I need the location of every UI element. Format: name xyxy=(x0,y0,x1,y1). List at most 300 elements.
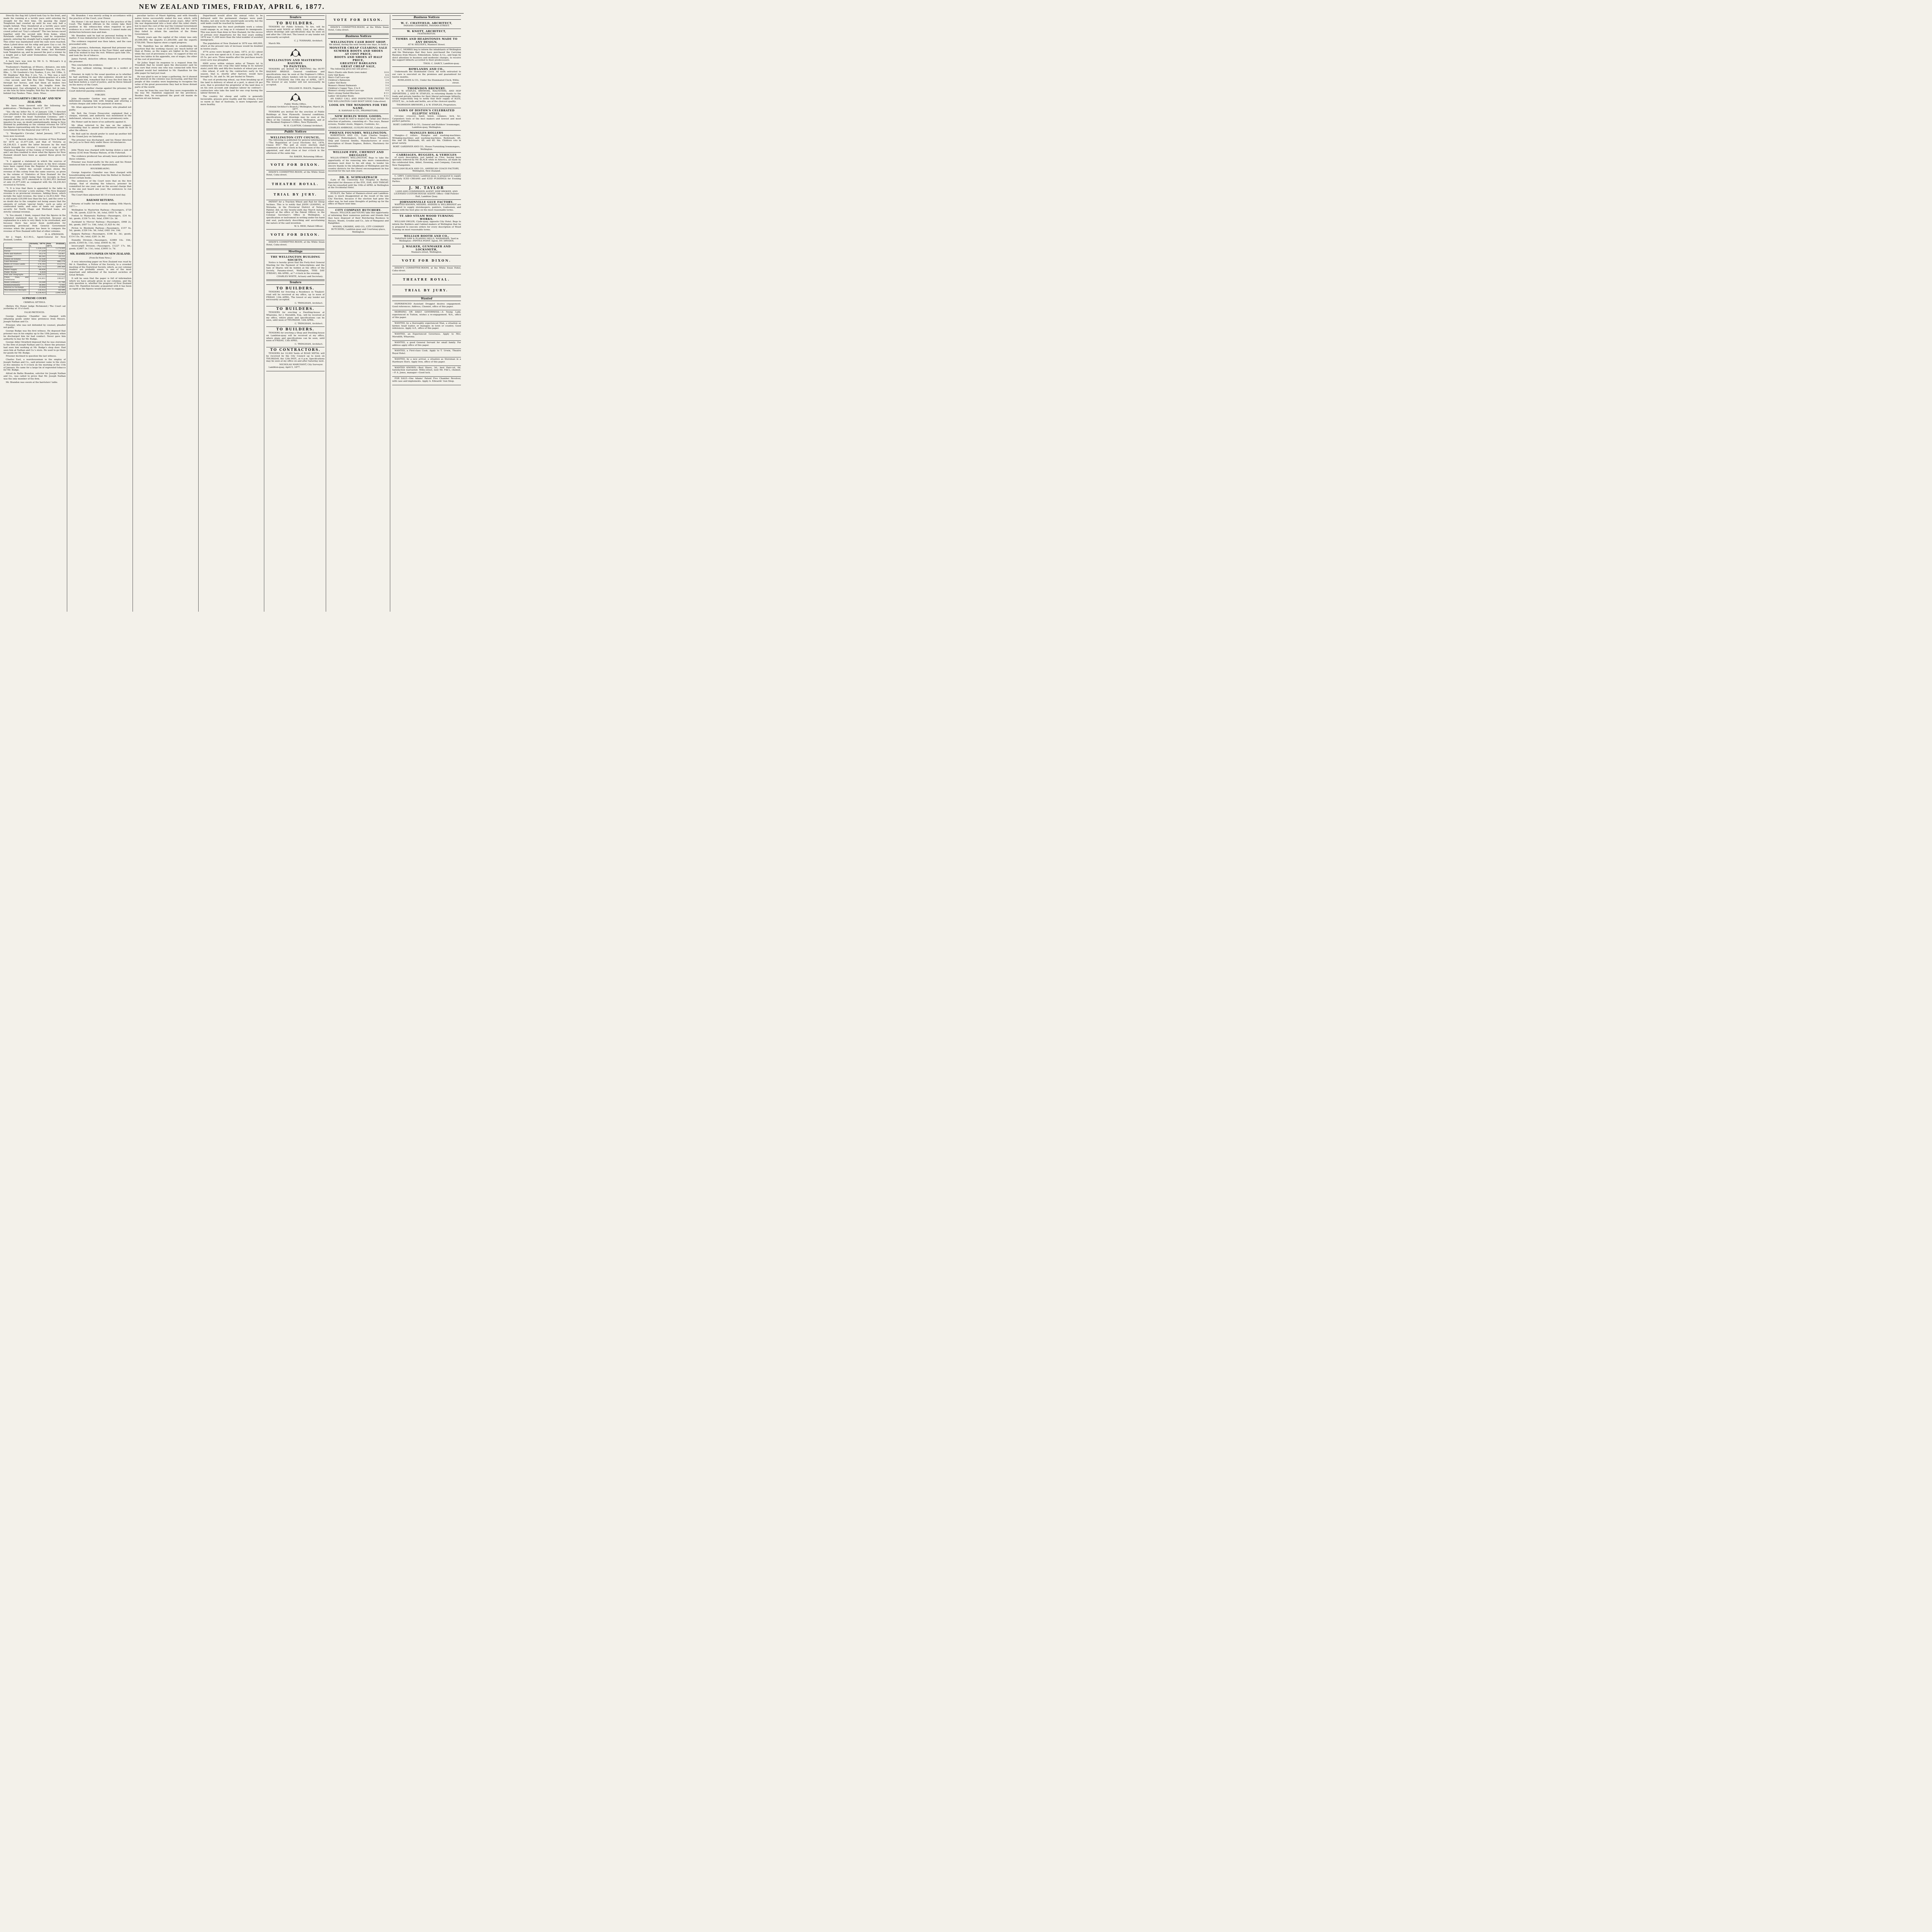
butchery-body: Messrs. POLLOCK and YOUNG take this opportunity of informing their numerous patrons and friends that they have disposed of their Butchering Business to Messrs. Woods, Crosbie and Co., late of Wanganui and Rangitikei. xyxy=(328,212,389,225)
boot-shop-line: AN EARLY CALL AND INSPECTION INVITED TO THE WELLINGTON CASH BOOT SHOP, Cuba-street. xyxy=(328,97,389,103)
wool-goods-signature: CHARLES AMBROSE, GUELPH HOUSE, Cuba-street. xyxy=(328,126,388,129)
list-item xyxy=(328,79,389,82)
court-paragraph: Mr. Brandon said he had no personal feeling in the matter. It was immaterial to him where he was sworn. xyxy=(69,34,131,40)
boot-shop-line: We intend, during the next twenty-one days, to hold a xyxy=(329,44,388,46)
wool-goods-body: Ladies would do well to inspect my large and choice selection of patterns, consisting of— Tea cosys, Bazaar screens, Fender stools, Slippers, Cushions, &c. xyxy=(328,118,389,126)
committee-room-ad xyxy=(328,26,389,34)
wood-turning-heading: TE ARO STEAM WOOD TURNING WORKS. xyxy=(399,214,454,221)
column-7 xyxy=(391,15,462,612)
revenue-header-victoria: Victoria, 1874-5. xyxy=(29,242,46,247)
wanted-ad xyxy=(392,310,461,321)
article-paragraph: Immigration was the most profitable work a colony could engage in, as long as it retained its immigrants. This was more than done in New Zealand, for the excess of arrivals over departures for the four years ending 1876 was 11,400 more than the total number of assisted immigrants. xyxy=(201,26,263,42)
tender-ad-signature: C. J. TOXWARD, Architect. xyxy=(294,39,323,42)
building-society-heading: THE WELLINGTON BUILDING SOCIETY. xyxy=(270,255,320,262)
price-item-name: Men's Elastic-side Boots (own make) xyxy=(328,71,367,74)
tailor-body: HUXLEY, the Tailor of Manners-street and Lambton-quay, is much disappointed at the result of the late City Election, because if the election had gone the other way, he had some thoughts of putting up for the office of Mayor next time. xyxy=(328,192,389,206)
westgarth-paragraph-6: "6. You should, I think, request that the figures in the tabulated statement may be corrected, because an explanation in a note is very likely to be overlooked, and because there has never been justification for separating provincial from General Government revenue when the purpose has been to compare the revenue of New Zealand with that of other colonies. xyxy=(3,214,66,233)
boot-shop-line: AT COST PRICE, xyxy=(345,52,372,56)
watchmaker-signature: ROWLANDS & CO., Under the Illuminated Clock, Willis-street. xyxy=(398,79,459,85)
revenue-nz-cell: 112,172 xyxy=(46,264,65,266)
tombs-ad xyxy=(392,37,461,48)
boot-price-list xyxy=(328,71,389,98)
revenue-nz-cell: 486,278 xyxy=(46,261,65,264)
wanted-ad xyxy=(392,321,461,332)
court-paragraph: Mr. Bell said he should prefer to send up another bill to the Grand Jury on Saturday. xyxy=(69,133,131,138)
tender-ad-heading: TO BUILDERS. xyxy=(276,287,315,291)
table-row xyxy=(4,289,66,292)
patent-body: PATENT for a Traction Wheel and Rail for Steep Inclines. This is to notify that JOHN LEANING, of Motueka, in the Provincial District of Nelson, Painter, did, on the twenty-sixth day March instant, deposit at the office of the Patent Officer, in the Colonial Secretary's Office in Wellington, a specification or instrument in writing under his hand and seal, particularly describing and ascertaining the nature of the said invention. xyxy=(266,201,325,224)
railway-ad-heading: WELLINGTON AND MASTERTON RAILWAY. xyxy=(268,59,323,65)
phoenix-foundry-body: ROBERTSON AND CO., (Late Charles Seager), Engineers, Boilermakers, Iron and Brass Founders, Ship and General Smiths, Manufacturers of every description of Steam Engines, Boilers, Machinery for Sawmills. xyxy=(328,134,389,148)
table-row xyxy=(4,264,66,266)
revenue-victoria-cell: 32,526 xyxy=(29,258,46,261)
boot-shop-signature: R. HANNAH & CO., PROPRIETORS. xyxy=(338,110,378,112)
committee-room-text: DIXON'S COMMITTEE-ROOM, at the White Swan Hotel, Cuba-street. xyxy=(392,267,461,272)
railway-paragraph: Dunedin Division.—Passengers, £2989 14s. 10d.; goods, £3505 8s. 11d.; total, £6495 4s. 9d. xyxy=(69,239,131,244)
railway-paragraph: Picton to Blenheim Railway.—Passengers, £157 0s. 5d.; goods, £326 14s. 5d.; total, £483 14s. 10d. xyxy=(69,227,131,232)
revenue-nz-cell: 27,211 xyxy=(46,250,65,253)
table-row xyxy=(4,266,66,269)
wool-goods-heading: NEW BERLIN WOOL GOODS. xyxy=(335,115,382,118)
court-paragraph: Mr. Allan appeared for the prisoner, who pleaded not guilty. xyxy=(69,106,131,111)
table-row xyxy=(4,261,66,264)
tender-ad-body: TENDERS for erecting a Dwelling-house at Wharemu, for J. Meredith, Esq., will be received at my office, where plans and specifications can be seen, until noon of THURSDAY, 12th APRIL. xyxy=(266,311,325,322)
confectioner-ad xyxy=(392,174,461,185)
table-row xyxy=(4,277,66,282)
committee-room-text: DIXON'S COMMITTEE-ROOM, at the White Swan Hotel, Cuba-street. xyxy=(328,26,389,31)
court-paragraph-4: George Alder Stratford deposed that he was storeman to the firm of Joseph Nathan and Co. Knew the prisoner; had seen him working at Mr. Budge's shop door. Had seen him at Nathan and Co.'s store. He used to go there for goods for Mr. Budge. xyxy=(3,341,66,354)
price-item-value: 5 6 xyxy=(385,82,389,84)
wanted-ad-text: MORNING OR DAILY GOVERNESS.—A Young Lady, experienced in Tuition, wishes a re-engagement. W.A., office of this paper. xyxy=(392,311,461,319)
tombs-body: AT W. HELYER'S, Manners Street. xyxy=(408,44,446,46)
revenue-source-cell: Fines, Fees, and Forfeitures xyxy=(4,277,29,281)
price-item-value: 4 6 xyxy=(385,90,389,92)
city-council-signature: Ed. BAKER, Returning Officer. xyxy=(289,155,323,158)
revenue-source-cell: Railways xyxy=(4,266,29,269)
hamilton-paragraph: It will be seen that the paper is full of information which we have already given in our columns, and the only question is, whether the progress of New Zealand since Mr. Hamilton became acquainted with it has been as rapid as the figures would lead one to suppose. xyxy=(69,277,131,290)
table-row xyxy=(4,269,66,271)
wool-goods-ad xyxy=(328,114,389,131)
brewery-signature: THORNDON BREWERY, J. & W. STAPLES, Proprietors. xyxy=(396,104,457,106)
court-paragraph: The prisoner was discharged, and his Honor directed the jury as to their duty under these circumstances. xyxy=(69,139,131,144)
revenue-table-header xyxy=(4,243,66,248)
building-society-ad xyxy=(266,255,325,280)
court-paragraph-7: Alfred de Bathe Brandon, solicitor for Joseph Nathan and Co., was called to prove that Mr. Joseph Nathan was the only member of the firm. xyxy=(3,372,66,380)
building-society-body: Notice is hereby given that the Forty-first General Meeting for the Payment of Subscriptions and the Sale of Shares will be holden at the office of the Society, Panama-street, Wellington, THIS DAY (FRIDAY), 6th APRIL, at 7 o'clock in the evening. xyxy=(266,262,325,275)
mangles-heading: MANGLES ROLLERS xyxy=(410,131,444,134)
table-row xyxy=(4,274,66,277)
tender-ad xyxy=(266,286,325,306)
wanted-ad xyxy=(392,349,461,357)
city-council-ad xyxy=(266,135,325,160)
column-4 xyxy=(199,15,264,612)
article-paragraph: Sir Julius Vogel (in response to a request from the President that he would open the discussion) said he was sure that every one who was connected with New Zealand would feel indebted to Mr. Hamilton for the able paper he had just read. xyxy=(135,61,197,75)
saw-mills-ad xyxy=(392,234,461,245)
vote-for-dixon: VOTE FOR DIXON. xyxy=(266,160,325,170)
article-paragraph: 6000 acres within sixteen miles of Timaru let to contractors for one crop (the land being in its natural state) yield fifty and fifty-five bushels of wheat per acre—this wheat, if sold by the contractors early in the season, that is, shortly after harvest, would have brought 5s. 3d. and 5s. 9d. per bushel in Timaru. xyxy=(201,62,263,78)
price-item-value: 3 0 xyxy=(385,87,389,90)
court-paragraph: This concluded the evidence. xyxy=(71,64,104,66)
public-works-heading: Public Works Office, xyxy=(284,103,307,105)
court-paragraph: The evidence produced has already been published in these columns. xyxy=(69,155,131,160)
wanted-ad-text: WANTED, by a thoroughly experienced Man, a situation as farmer, head waiter, or manager, in town or country. Good references. Apply A.Z., office of this paper. xyxy=(392,322,461,330)
revenue-source-cell: Ports and Harbors xyxy=(4,253,29,255)
price-item-name: Girls' Kid Boots xyxy=(328,74,345,77)
article-paragraph: Department would allow the annual votes to be defrayed until the permanent charges were paid. Besides, not only were the unsold lands security, but the sold lands could be reached by taxation. xyxy=(201,15,263,25)
court-paragraph: Mr. Bell, the Crown Prosecutor, explained that a cheque, warrant, and authority was mentioned in the indictment, whereas, in fact, it was a promissory note. xyxy=(69,112,131,120)
land-agent-heading: J. M. TAYLOR xyxy=(409,186,444,190)
patent-signature: W. S. REID, Patent Officer. xyxy=(294,225,323,228)
carrying-ad xyxy=(392,48,461,67)
westgarth-title: "WESTGARTH'S CIRCULAR" AND NEW ZEALAND. xyxy=(8,97,61,104)
tender-ad-date: Lambton-quay, April 5, 1877. xyxy=(269,366,301,369)
glue-factory-body: WANTED KNOWN, MESSRS. ANDERS & WILLBRANDT are prepared to supply storekeepers, painters, tradesmen, and others with the best glue on the most reasonable terms. xyxy=(392,204,461,211)
criminal-sittings-sub: (Before His Honor Judge Richmond.) The Court sat yesterday at 10 o'clock. xyxy=(3,305,66,310)
court-paragraph: John Thorp was charged with having stolen a sum of money (£16) from Thomas Watson, of the Fuhrstall. xyxy=(69,149,131,155)
brewery-heading: THORNDON BREWERY. xyxy=(407,87,446,90)
supreme-court-heading: SUPREME COURT. xyxy=(22,296,47,300)
revenue-source-cell: Post and Telegraphs xyxy=(4,274,29,277)
railway-paragraph: Wellington to Masterton Railway.—Passengers, £729 18s. 5d.; goods, £225 9s. 3d.; total, £955 7s. 8d. xyxy=(69,209,131,214)
mangles-ad xyxy=(392,131,461,153)
revenue-victoria-cell: 198,325 xyxy=(29,274,46,277)
carrying-body: W. & C. MORRIS beg to inform the inhabitants of Wellington and the Wairarapa that they have purchased the Carrying Business from Messrs. Edmondson, Sellar, & Co., and hope by strict attention to business and moderate charges, to receive the support hitherto accorded to their predecessors. xyxy=(392,49,461,62)
saws-body: Circular, crosscut, hand, tenon, compass, lock, &c. Carpenters tools of the best makers and newest and most perfect patterns. xyxy=(392,115,461,123)
revenue-source-cell: Miscellaneous Receipts xyxy=(4,289,29,292)
list-item xyxy=(328,71,389,74)
phoenix-foundry-ad xyxy=(328,131,389,150)
price-item-name: Women's Memel Balmorals xyxy=(328,84,357,87)
revenue-nz-cell: — xyxy=(46,271,65,274)
watchmaker-ad xyxy=(392,67,461,86)
revenue-nz-cell: — xyxy=(46,269,65,271)
wanted-ad-text: WANTED, an Experienced Governess. Apply to Mrs. Meredith, Wharema. xyxy=(392,333,461,338)
royal-crest-icon xyxy=(266,93,325,102)
revenue-source-cell: Duties on Estates xyxy=(4,258,29,261)
masthead-title: NEW ZEALAND TIMES, FRIDAY, APRIL 6, 1877. xyxy=(139,2,325,10)
chemist-ad xyxy=(328,150,389,175)
building-society-signature: CHARLES WHITE, Actuary and Secretary. xyxy=(276,276,323,278)
hack-race: A hack race was won by Mr G. G. McLean's b g Trooper. Nine started. xyxy=(3,60,66,65)
railway-paragraph: Invercargill Division.—Passengers, £1227 17s. 8d.; goods, £2467 3s. 11d.; total, £3695 1s. 7d. xyxy=(69,245,131,250)
column-1 xyxy=(2,15,67,612)
court-paragraph: Prisoner was found guilty by the jury, and his Honor sentenced him to six months' imprisonment. xyxy=(69,161,131,167)
court-paragraph-8: Mr. Brandon was sworn at the barristers' table. xyxy=(6,381,58,384)
tender-ad-heading: TO BUILDERS. xyxy=(276,307,315,311)
tender-ad-signature: C. TRINGHAM, Architect. xyxy=(294,343,323,346)
watchmaker-body: Underneath the Illuminated Clock. All work entrusted to our care is executed on the premises and guaranteed for twelve months. xyxy=(392,70,461,78)
wanted-ad-text: FOR SALE—One Adams' Patent Five Chamber Revolver, with case and implements. Apply A. Edwards' Gun Shop. xyxy=(392,377,461,383)
brewery-ad xyxy=(392,86,461,108)
public-works-body: TENDERS are invited for the erection of Public Buildings at New Plymouth. General conditions, specifications, and drawings may be seen at the office of the Colonial Architect, Wellington, and at the Resident Engineer's Office, New Plymouth. xyxy=(266,111,325,124)
gunmaker-body: Manners-street, Wellington. xyxy=(411,251,442,254)
revenue-nz-cell: 289,369 xyxy=(46,266,65,269)
court-paragraph: The evidence required was then taken, and the case proceeded with. xyxy=(69,41,131,46)
public-works-sub: (Colonial Architect's Branch,) Wellington, March 26, 1877. xyxy=(267,105,324,111)
article-paragraph: It was far from the case that they were responsible in the way Mr. Hamilton supposed for the provinces. Besides that, he recognised the good old maxim de mortuis nil nisi bonum. xyxy=(135,89,197,100)
forgery-heading: FORGERY. xyxy=(95,94,106,96)
butchery-heading: CITY COMPANY BUTCHERY. xyxy=(335,209,382,212)
criminal-sittings-heading: CRIMINAL SITTINGS. xyxy=(23,301,46,304)
westgarth-paragraph-4: "4. I append a statement in which the sources of revenue and the amounts set down in the first column have been copied from the Register of Victoria above referred to, whilst the second column shows the revenue of this colony from the same sources, as given in the volume of 'Statistics of New Zealand' for the same year, the result being that the receipts in New Zealand during 1875 amounted to £2,841,953 (instead of only £1,677,226) as compared with the £4,236,423 received in Victoria. xyxy=(3,160,66,187)
westgarth-paragraph-1: "Sir,—By my letter No. 9, of January 12th, I directed your attention to the statistics published in 'Westgarth's Circular' under the head 'Australian Colonies,' and I requested that you would point out to Mr Westgarth the injustice he was, no doubt unintentionally, doing to New Zealand by publishing as the colonial revenue for 1876 the figures representing only the revenue of the General Government for the financial year 1873-4. xyxy=(3,111,66,132)
court-paragraph: James Farrell, detective officer, deposed to arresting the prisoner. xyxy=(69,58,131,63)
court-paragraph: John Alexander Gordon was arraigned upon an indictment charging him with forging and uttering a certain cheque and order for payment of money. xyxy=(69,97,131,105)
wanted-ad-text: EXPERIENCED Assistant Druggist desires engagement. Good references. Address, Chemist, office of this paper. xyxy=(392,303,461,308)
gunmaker-heading: J. WALKER, GUNMAKER AND LOCKSMITH, xyxy=(402,245,451,252)
boot-shop-line: GREATEST BARGAINS xyxy=(340,61,377,65)
revenue-nz-cell: 62,060 xyxy=(46,287,65,289)
table-row xyxy=(4,248,66,250)
price-item-name: Children's Copper Toes, 4 to 6 xyxy=(328,87,360,90)
revenue-victoria-cell: 36,845 xyxy=(29,284,46,287)
revenue-victoria-cell: 10,270 xyxy=(29,253,46,255)
architect-body: FEATHERSTON. xyxy=(417,32,436,35)
painters-heading: TO PAINTERS. xyxy=(283,65,308,68)
revenue-nz-cell: 1,274,400 xyxy=(46,248,65,250)
court-paragraph: The jury, without retiring, brought in a verdict of guilty. xyxy=(69,67,131,73)
brewery-body: J. & W. STAPLES, BREWERS, MALTSTERS, AND HOP IMPORTERS. J. AND W. STAPLES, in returning thanks to the trade and private families for their liberal patronage hitherto, would respectfully beg to notify that their supply of ALES, STOUT, &c., in bulk and bottle, are of the choicest quality. xyxy=(392,90,461,103)
court-paragraph-1: George Augustus Chandler was charged with obtaining goods under false pretences from Messrs. Joseph Nathan and Co. xyxy=(3,315,66,323)
revenue-header-source xyxy=(4,243,29,248)
railway-paragraph: Kaipara Railway.—Passengers, £166 8s. 3d.; goods, £114 15s. 5d.; total, £281 3s. 8d. xyxy=(69,233,131,238)
vote-for-dixon: VOTE FOR DIXON. xyxy=(392,255,461,266)
committee-room-text: DIXON'S COMMITTEE-ROOM, at the White Swan Hotel, Cuba-street. xyxy=(266,241,325,246)
royal-crest-icon xyxy=(266,49,325,58)
masthead xyxy=(0,0,464,14)
revenue-table xyxy=(3,243,66,295)
westgarth-intro: We have been favored with the following for publication:—"Wellington, March 27, 1877. xyxy=(3,104,66,110)
wanted-ad xyxy=(392,377,461,385)
revenue-source-cell: Rents (ordinary) xyxy=(4,281,29,284)
architect-heading: W. C. CHATFIELD, ARCHITECT, xyxy=(401,21,452,25)
revenue-source-cell: Rents of Crown Lands xyxy=(4,264,29,266)
tenders-heading: Tenders xyxy=(266,15,325,20)
article-paragraph: 4774 acres were bought in June, 1873, at £2—about 10s. an acre was spent on it. It was sold in July, 1876, at £5 5s. per acre. Three months after the purchase nearly every acre was ploughed. xyxy=(201,51,263,61)
list-item xyxy=(328,90,389,92)
table-row xyxy=(4,255,66,258)
article-paragraph: The cost of producing wheat, say from breaking up of the land to delivery of wheat at a port, is about £4 per acre, that is provided the proprietor of the land does it on his own account and employs labour by contract—contractors who take the land for one crop having the labour thrown in. xyxy=(201,79,263,95)
chemist-heading: WILLIAM FIFE, CHEMIST AND DRUGGIST, xyxy=(333,151,384,157)
article-paragraph: "Mr. Hamilton has no difficulty in establishing his assertion that the working classes are 'much better off than at Home, as the wages are higher in the colony, while the cost of provisions is less.' In support of this we have two tables in the appendix, one of wages, the other of the cost of provisions. xyxy=(135,45,197,61)
boot-shop-line: BOOTS AND SHOES AT HALF PRICE, xyxy=(334,55,383,62)
architect-ad xyxy=(392,21,461,29)
wanted-ad-text: WANTED, a First-class Cook. Apply to T. Urwin, Theatre Royal Hotel. xyxy=(392,350,461,355)
boot-shop-line: LOOK ON THE WINDOWS FOR THE NAME. xyxy=(329,104,388,110)
boot-shop-line: GREAT CHEAP SALE, xyxy=(341,65,376,68)
price-item-name: Children's Balmorals xyxy=(328,79,350,82)
tailor-ad xyxy=(328,192,389,208)
public-works-ad xyxy=(266,92,325,129)
gunmaker-ad xyxy=(392,244,461,255)
table-row xyxy=(4,258,66,261)
westgarth-paragraph-2: "2. 'Westgarth's Circular,' dated January, 1877, has been now received. xyxy=(3,132,66,138)
false-pretences-heading: FALSE PRETENCES. xyxy=(24,311,45,314)
revenue-nz-cell: 18,067 xyxy=(46,253,65,255)
handicap-race: Tradesmen's Handicap, of 60sovs.; distance, one mile and a half. Six started. Mr Dalamain's Titania, 3 yrs, 6st. 8lbs., 1; Mr Goodwin's Guy Fawkes, 5 yrs, 9st 10lbs, 2; Mr Stephens' Rob Roy, 5 yrs, 7st., 3. This was a well contested race. Terry led about three-quarters of a mile—Guy second, and Rob Roy third. Titania then ran through her horses, and had them all beaten two hundred yards from home. Six lengths from the winning-post, Guy attempted to catch her, but in vain, as she won by three lengths; Rob Roy the same distance behind Guy Fawkes. Time, 2min. 50sec. xyxy=(3,66,66,95)
robbery-heading: ROBBERY. xyxy=(95,145,106,148)
theatre-royal: THEATRE ROYAL. xyxy=(266,179,325,190)
patent-ad xyxy=(266,200,325,230)
list-item xyxy=(328,85,389,87)
wanted-ad-text: WANTED, by a new arrival, a situation as Storeman in a Hardware Store. Apply Iron, office of this paper. xyxy=(392,358,461,363)
architect-body: PANAMA CHAMBERS, PANAMA-STREET. xyxy=(403,24,450,27)
boot-shop-line: MONSTER CHEAP CLEARING SALE xyxy=(329,46,388,49)
tender-ad-heading: TO BUILDERS. xyxy=(276,21,315,26)
trial-by-jury: TRIAL BY JURY. xyxy=(392,285,461,296)
chemist-body: WILLIS-STREET, WELLINGTON. Begs to take the opportunity of his removing into more commodious premises next door to his old shop, to tender his sincere thanks to the inhabitants of Wellington and the country districts for the liberal encouragement he has received for the last nine years. xyxy=(328,157,389,173)
article-paragraph: peculiar tactics of Maori fighting, and with friendly native levies successfully ended the war, which, with some intervals, had continued seven years. After 1870 the war degenerated into a hunt after the rebel chiefs; but to meet the cost of the war the Colonial Government decided to raise a loan of £1,000,000, but for which they failed to obtain the sanction of the Home Government. xyxy=(135,15,197,36)
revenue-source-cell: Customs xyxy=(4,248,29,250)
tender-ad-heading: TO CONTRACTORS. xyxy=(270,348,321,352)
westgarth-signature: H. A. ATKINSON. xyxy=(45,233,64,236)
court-paragraph-6: Charles East, a warehouseman in the employ of Joseph Nathan and Co., said prisoner came to the store at five minutes to 9 o'clock on the morning of the 11th of January. He came for a large tin of regrowled tobacco for Mr. Budge. xyxy=(3,359,66,372)
revenue-source-cell: Public Works xyxy=(4,271,29,274)
newspaper-page xyxy=(0,0,464,613)
revenue-total-label xyxy=(4,292,29,294)
column-2 xyxy=(68,15,133,612)
tender-ad-body: TENDERS for Erecting a Residence in Tinakori-road will be received at my office, up to noon of FRIDAY, 13th APRIL. The lowest or any tender not necessarily accepted. xyxy=(266,291,325,301)
revenue-victoria-cell: 921,713 xyxy=(29,266,46,269)
business-notices-heading: Business Notices xyxy=(328,34,389,39)
court-paragraph: Prisoner, in reply to the usual question as to whether he had anything to say why sentence should not be passed upon him, remarked that it was the first time he had been before a court of justice, and he threw himself on the mercy of the Court. xyxy=(69,73,131,87)
railway-painters-ad xyxy=(266,47,325,91)
revenue-nz-cell: 133,091 xyxy=(46,274,65,277)
saw-mills-body: TARATAHI SAW & PLANING MILLS, WAIRARAPA. Yard in Wellington—PIPITEA POINT. Agent, HY. DRYDEN. xyxy=(395,237,459,243)
revenue-victoria-cell: 25,034 xyxy=(29,287,46,289)
revenue-nz-cell: 7,670 xyxy=(46,258,65,261)
tender-ad-date: March 9th. xyxy=(269,42,281,45)
wanted-heading: Wanted xyxy=(392,297,461,301)
theatre-royal: THEATRE ROYAL. xyxy=(392,274,461,285)
list-item xyxy=(328,82,389,85)
court-paragraph: His Honor said he knew of no authority against it. xyxy=(71,121,127,123)
table-row xyxy=(4,271,66,274)
price-item-value: 12 6 xyxy=(384,77,389,79)
housebreaking-heading: HOUSEBREAKING. xyxy=(90,168,110,170)
revenue-table-body xyxy=(4,248,66,292)
court-paragraph-3: George Budge was the first witness. He deposed that prisoner was in his employ up to the 10th January, when he discharged him for bad conduct. Never gave him authority to buy for Mr. Budge. xyxy=(3,330,66,340)
city-council-body: The following is published for general information:—"The Regulation of Local Elections Act, 1876, Clause XVI." The poll at every election shall commence at nine o'clock in the forenoon of the day appointed, and shall close at four o'clock in the afternoon of the same day. xyxy=(266,139,325,155)
revenue-victoria-cell: 27,219 xyxy=(29,250,46,253)
court-paragraph: Mr. Allan referred to the law on the subject, contending that to amend the indictment would be to alter the offence. xyxy=(69,124,131,132)
price-item-value: 5 6 xyxy=(385,84,389,87)
tender-ad-signature: C. TRINGHAM, Architect. xyxy=(294,302,323,305)
article-paragraph: Twenty years ago the capital of the colony was only £4,000,000; the imports £1,200,000; and the exports £700,000. These figures show a rapid progress. xyxy=(135,36,197,44)
table-row xyxy=(4,253,66,255)
wanted-ad xyxy=(392,302,461,311)
price-item-value: 6 11 xyxy=(384,95,389,97)
saw-mills-heading: WILLIAM BOOTH AND CO., xyxy=(404,234,449,238)
hamilton-paragraph: A very interesting paper on New Zealand was read by Mr A. Hamilton, a Fellow of the Society, to a crowded meeting of the Statistical Society, which, as our colonial readers are probably aware, is one of the most important and influential of the learned societies of Great Britain. xyxy=(69,260,131,276)
revenue-header-nz: New Zealand, 1875. xyxy=(46,242,65,247)
revenue-total-nz: 2,841,953 xyxy=(46,292,65,294)
public-works-signature: W. H. CLAYTON, Colonial Architect. xyxy=(284,125,323,128)
price-item-value: 10 6 xyxy=(384,71,389,74)
watchmaker-heading: ROWLANDS AND CO., xyxy=(408,67,445,71)
column-6 xyxy=(327,15,390,612)
revenue-source-cell: Water Supply xyxy=(4,269,29,271)
list-item xyxy=(328,95,389,98)
boot-shop-heading: WELLINGTON CASH BOOT SHOP. xyxy=(330,41,386,44)
wanted-ad xyxy=(392,357,461,366)
meetings-heading: Meetings xyxy=(266,250,325,254)
railway-paragraph: Foxton to Manawatu Railway.—Passengers, £34 4s. 4d.; goods, £336 7s. 6d.; total, £590 12s. 3d. xyxy=(69,215,131,220)
tender-ad xyxy=(266,21,325,48)
butchery-signature: WOODS, CROSBIE, AND CO., CITY COMPANY BUTCHERS, Lambton-quay and Courtenay-place, Wellington. xyxy=(331,226,386,233)
list-item xyxy=(328,92,389,95)
revenue-source-cell: Excise xyxy=(4,250,29,253)
tombs-heading: TOMBS AND HEADSTONES MADE TO ANY DESIGN, xyxy=(396,37,457,44)
table-row xyxy=(4,250,66,253)
column-3 xyxy=(134,15,199,612)
article-paragraph: The country for sheep and cattle is generally favourable, grasses grow readily, and the climate, if not so warm as that of Australia, is more temperate and more healthy. xyxy=(201,95,263,106)
wanted-ad xyxy=(392,366,461,377)
painters-body: TENDERS are invited for PAINTING the HUTT RAILWAY BRIDGE. General conditions and specifications may be seen at the Engineer's Office, Pipitea-point, where tenders will be received up to NOON of TUESDAY, the 10th day of APRIL, 1877. The lowest or any tender will not necessarily be accepted. xyxy=(266,68,325,87)
public-notices-heading: Public Notices xyxy=(266,130,325,134)
court-paragraph: The Court then adjourned till 10 o'clock next day. xyxy=(71,194,126,197)
carrying-signature: THOS. C. DARCY, Lambton-quay. xyxy=(423,63,459,65)
revenue-victoria-cell: 116,831 xyxy=(29,277,46,282)
revenue-victoria-cell: 88,856 xyxy=(29,269,46,271)
revenue-nz-cell: 64,590 xyxy=(46,289,65,292)
revenue-source-cell: Land Revenue xyxy=(4,261,29,264)
price-item-value: 2 6 xyxy=(385,79,389,82)
doctor-heading: DR. R. SCHWARZBACH xyxy=(339,176,378,179)
mangles-body: Mangles—2 rollers. Mangles and washing-machines. Wringing-machines and washing-machines. Bedsteads, 2ft. 6in. and 3ft. Bedsteads, 4ft. and 4ft. 6in. Children cots in great variety. xyxy=(392,134,461,145)
trial-by-jury: TRIAL BY JURY. xyxy=(266,189,325,200)
list-item xyxy=(328,74,389,77)
court-paragraph-2: Prisoner, who was not defended by counsel, pleaded not guilty. xyxy=(3,324,66,329)
hamilton-sub: (From the Home News.) xyxy=(89,257,111,259)
architect-heading: W. KNOTT, ARCHITECT, xyxy=(407,29,446,33)
boot-price-intro: The following price-list will prove:— xyxy=(330,68,370,70)
wanted-ad xyxy=(392,332,461,341)
court-paragraph-5: Prisoner declined to question the last witness. xyxy=(6,355,57,358)
saws-ad xyxy=(392,108,461,131)
business-notices-heading: Business Notices xyxy=(392,15,461,20)
committee-room-ad xyxy=(392,266,461,275)
painters-signature: WILLIAM H. HALES, Engineer. xyxy=(289,87,323,90)
court-paragraph: The sentences of the Court were that on the first charge, that of stealing the tobacco, prisoner be committed for one year; and on the second charge that is the one just heard one year; the sentences to run concurrently. xyxy=(69,180,131,193)
land-agent-body: LAND AND COMMISSION AGENT, SHIP BROKER, AND LICENSED CUSTOM-HOUSE AGENT. Office—Odd Fellows' Hall, Lambton Quay. xyxy=(394,190,459,198)
price-item-name: Men's Calf Lace-ups xyxy=(328,77,350,79)
phoenix-foundry-heading: PHŒNIX FOUNDRY, WELLINGTON. xyxy=(329,131,388,135)
committee-room-ad xyxy=(266,170,325,179)
revenue-victoria-cell: 757,659 xyxy=(29,261,46,264)
table-row xyxy=(4,281,66,284)
wanted-ad-text: WANTED KNOWN.—Best Shave, 3d.; best Hair-cut, 6d. Satisfaction warranted. Willis-street, next Mr. Fife's, chemist.—P. A. Jones, manager—Good luck. xyxy=(392,366,461,374)
saws-signature: ROBT. GARDINER & CO., General and Builders' Ironmonger, Lambton-quay, Wellington. xyxy=(393,124,460,129)
revenue-victoria-cell: 136,432 xyxy=(29,289,46,292)
article-paragraph: The population of New Zealand in 1876 was 400,000, which at the present rate of increase would be doubled in twelve years. xyxy=(201,42,263,50)
carriages-body: of every description, just landed ex Clive, having been specially ordered by Mr. BLACK while in America, all made by the celebrated firm, Abbot, Downing, and Company, Concord, New Hampshire. xyxy=(392,156,461,167)
city-council-heading: WELLINGTON CITY COUNCIL. xyxy=(270,136,321,139)
revenue-victoria-cell: 46,543 xyxy=(29,255,46,258)
revenue-nz-cell: 21,700 xyxy=(46,281,65,284)
railway-paragraph: Returns of traffic for four weeks ending 10th March, 1877:— xyxy=(69,203,131,208)
doctor-body: (Late of the University Eye Hospital in Berlin), Specialist for diseases of the EYE, EAR, AND THROAT. Can be consulted until the 10th of APRIL in Wellington at the Occidental Hotel. xyxy=(328,179,389,189)
glue-factory-heading: JOHNSONVILLE GLUE FACTORY. xyxy=(400,201,454,204)
court-paragraph: George Augustus Chandler was then charged with housebreaking and stealing from the Bethel in Herbert-street certain books. xyxy=(69,172,131,179)
court-paragraph: There being another charge against the prisoner, the Court deferred passing sentence. xyxy=(69,87,131,92)
tender-ad-body: TENDERS for erecting a Shop and Dwelling-house on Lambton-quay will be received at my office, where plans and specifications can be seen, until noon of FRIDAY, 13th APRIL. xyxy=(266,332,325,342)
wanted-ad xyxy=(392,341,461,349)
tender-ad-heading: TO BUILDERS. xyxy=(276,327,315,332)
vote-for-dixon: VOTE FOR DIXON. xyxy=(328,15,389,26)
table-row xyxy=(4,284,66,287)
confectioner-body: C. GREY, Confectioner, Lambton-quay, is prepared to supply regularly ICED CREAMS and ICED PUDDINGS for Evening Parties. xyxy=(392,175,461,183)
